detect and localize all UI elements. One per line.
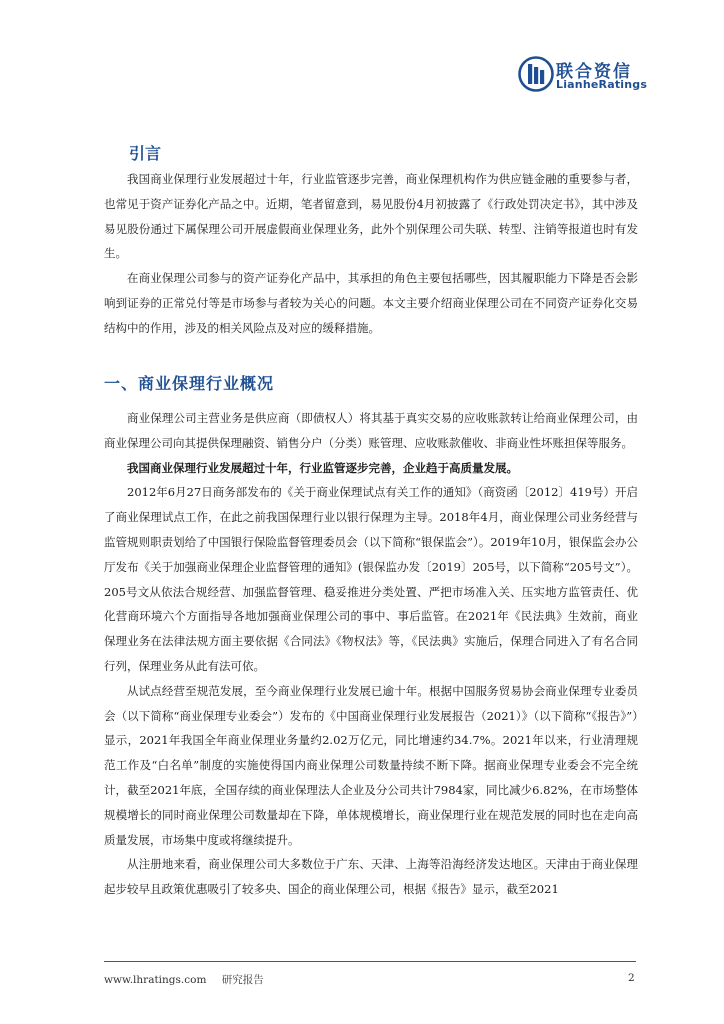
- intro-paragraph: 我国商业保理行业发展超过十年，行业监管逐步完善，商业保理机构作为供应链金融的重要参与者，也常见于资产证券化产品之中。近期，笔者留意到，易见股份4月初披露了《行政处罚决定书》，其中涉及易见股份通过下属保理公司开展虚假商业保理业务，此外个别保理公司失联、转型、注销等报道也时有发生。: [104, 172, 638, 261]
- intro-heading: 引言: [129, 144, 162, 163]
- lianhe-logo-icon: [518, 56, 554, 92]
- intro-paragraph: 在商业保理公司参与的资产证券化产品中，其承担的角色主要包括哪些，因其履职能力下降是否会影响到证券的正常兑付等是市场参与者较为关心的问题。本文主要介绍商业保理公司在不同资产证券化交易结构中的作用，涉及的相关风险点及对应的缓释措施。: [104, 271, 638, 335]
- intro-body: [104, 167, 638, 341]
- footer-info: [104, 972, 276, 987]
- logo-english-name: LianheRatings: [556, 78, 648, 91]
- body-paragraph: 从注册地来看，商业保理公司大多数位于广东、天津、上海等沿海经济发达地区。天津由于商业保理起步较早且政策优惠吸引了较多央、国企的商业保理公司，根据《报告》显示，截至2021: [104, 857, 638, 897]
- footer-website: www.lhratings.com: [104, 974, 207, 986]
- body-paragraph: 从试点经营至规范发展，至今商业保理行业发展已逾十年。根据中国服务贸易协会商业保理专业委员会（以下简称“商业保理专业委会”）发布的《中国商业保理行业发展报告（2021）》（以下简称“《报告》”）显示，2021年我国全年商业保理业务量约2.02万亿元，同比增速约34.7%。2021年以来，行业清理规范工作及“白名单”制度的实施使得国内商业保理公司数量持续不断下降。据商业保理专业委会不完全统计，截至2021年底，全国存续的商业保理法人企业及分公司共计7984家，同比减少6.82%，在市场整体规模增长的同时商业保理公司数量却在下降，单体规模增长，商业保理行业在规范发展的同时也在走向高质量发展，市场集中度或将继续提升。: [104, 683, 638, 847]
- section-heading: 一、商业保理行业概况: [104, 374, 275, 393]
- footer-divider: [104, 961, 636, 962]
- page-number: 2: [628, 972, 635, 984]
- body-paragraph: 商业保理公司主营业务是供应商（即债权人）将其基于真实交易的应收账款转让给商业保理公司，由商业保理公司向其提供保理融资、销售分户（分类）账管理、应收账款催收、非商业性坏账担保等服务。: [104, 411, 638, 450]
- footer-doc-type: 研究报告: [221, 974, 264, 986]
- body-paragraph: 2012年6月27日商务部发布的《关于商业保理试点有关工作的通知》（商资函〔2012〕419号）开启了商业保理试点工作，在此之前我国保理行业以银行保理为主导。2018年4月，商业保理公司业务经营与监管规则职责划给了中国银行保险监督管理委员会（以下简称“银保监会”）。2019年10月，银保监会办公厅发布《关于加强商业保理企业监督管理的通知》(银保监办发〔2019〕205号，以下简称“205号文”）。205号文从依法合规经营、加强监督管理、稳妥推进分类处置、严把市场准入关、压实地方监管责任、优化营商环境六个方面指导各地加强商业保理公司的事中、事后监管。在2021年《民法典》生效前，商业保理业务在法律法规方面主要依据《合同法》《物权法》等，《民法典》实施后，保理合同进入了有名合同行列，保理业务从此有法可依。: [104, 485, 638, 673]
- company-logo: [518, 56, 648, 96]
- bold-key-point: 我国商业保理行业发展超过十年，行业监管逐步完善，企业趋于高质量发展。: [127, 460, 518, 475]
- logo-chinese-name: 联合资信: [556, 62, 632, 82]
- section-body: [104, 406, 638, 902]
